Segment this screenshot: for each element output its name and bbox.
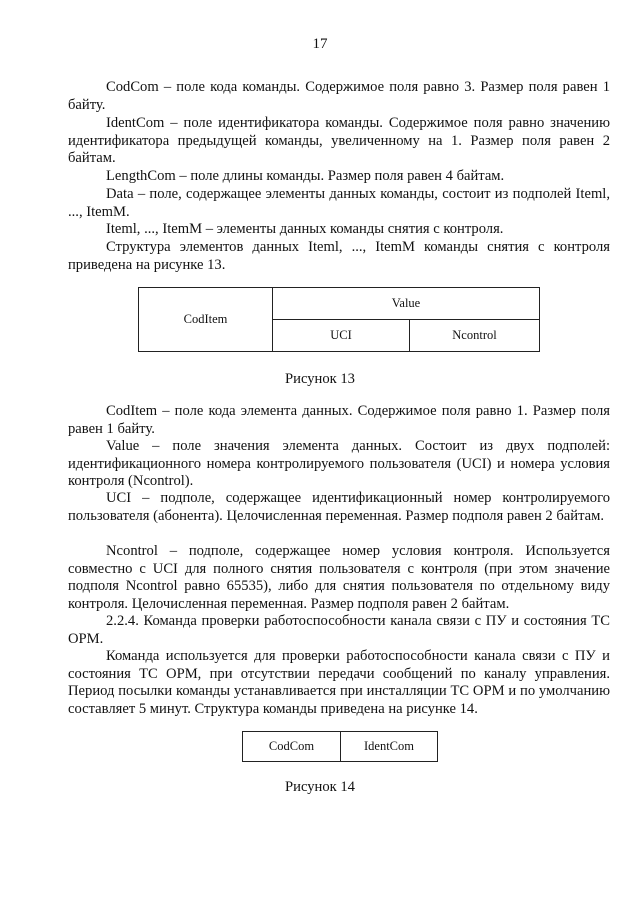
cell-ncontrol: Ncontrol (410, 320, 540, 352)
paragraph-codcom: CodCom – поле кода команды. Содержимое поля равно 3. Размер поля равен 1 байту. (68, 79, 610, 113)
paragraph-coditem: CodItem – поле кода элемента данных. Содержимое поля равно 1. Размер поля равен 1 байту. (68, 403, 610, 437)
page-number: 17 (312, 36, 328, 52)
paragraph-structure-ref-13: Структура элементов данных Iteml, ..., ItemM команды снятия с контроля приведена на рисунке 13. (68, 239, 610, 273)
figure-13-table (138, 287, 540, 352)
paragraph-identcom: IdentCom – поле идентификатора команды. Содержимое поля равно значению идентификатора предыдущей команды, увеличенному на 1. Размер поля равен 2 байтам. (68, 115, 610, 166)
paragraph-command-description: Команда используется для проверки работоспособности канала связи с ПУ и состояния ТС ОРМ, при отсутствии передачи сообщений по каналу управления. Период посылки команды устанавливается при инсталляции ТС ОРМ и по умолчанию составляет 5 минут. Структура команды приведена на рисунке 14. (68, 648, 610, 717)
paragraph-value: Value – поле значения элемента данных. Состоит из двух подполей: идентификационного номера контролируемого пользователя (UCI) и номера условия контроля (Ncontrol). (68, 438, 610, 489)
cell-identcom: IdentCom (341, 732, 438, 762)
figure-14-caption: Рисунок 14 (285, 779, 355, 795)
paragraph-data: Data – поле, содержащее элементы данных команды, состоит из подполей Iteml, ..., ItemM. (68, 186, 610, 220)
cell-value: Value (273, 288, 540, 320)
section-heading-2-2-4: 2.2.4. Команда проверки работоспособности канала связи с ПУ и состояния ТС ОРМ. (68, 613, 610, 647)
paragraph-uci: UCI – подполе, содержащее идентификационный номер контролируемого пользователя (абонента). Целочисленная переменная. Размер подполя равен 2 байтам. (68, 490, 610, 524)
paragraph-ncontrol: Ncontrol – подполе, содержащее номер условия контроля. Используется совместно с UCI для полного снятия пользователя с контроля (при этом значение подполя Ncontrol равно 65535), либо для снятия пользователя по отдельному виду контроля. Целочисленная переменная. Размер подполя равен 2 байтам. (68, 543, 610, 612)
figure-14-table (242, 731, 438, 762)
paragraph-items: Iteml, ..., ItemM – элементы данных команды снятия с контроля. (106, 221, 504, 237)
cell-codcom: CodCom (243, 732, 341, 762)
figure-13-caption: Рисунок 13 (285, 371, 355, 387)
cell-coditem: CodItem (139, 288, 273, 352)
paragraph-lengthcom: LengthCom – поле длины команды. Размер поля равен 4 байтам. (106, 168, 505, 184)
cell-uci: UCI (273, 320, 410, 352)
